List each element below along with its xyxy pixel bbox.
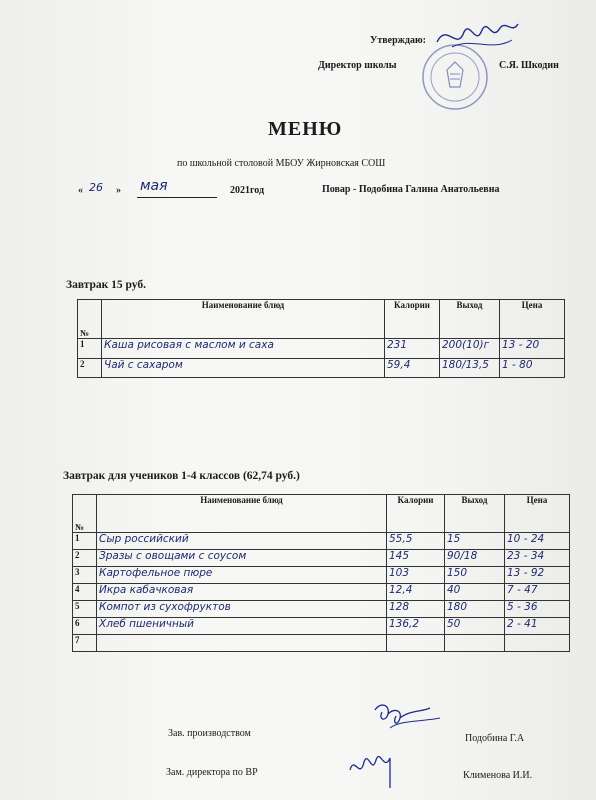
page-subtitle: по школьной столовой МБОУ Жирновская СОШ: [177, 158, 386, 169]
breakfast1-table: [77, 299, 565, 378]
breakfast2-table: [72, 494, 570, 652]
cook-label: Повар - Подобина Галина Анатольевна: [322, 184, 500, 195]
table-row: [78, 359, 565, 378]
table-row: [73, 533, 570, 550]
row-price: 1 - 80: [500, 359, 565, 378]
row-price: 2 - 41: [505, 618, 570, 635]
col-output: Выход: [440, 300, 500, 339]
breakfast2-heading: Завтрак для учеников 1-4 классов (62,74 руб.): [63, 470, 300, 482]
row-no: 3: [73, 567, 97, 584]
signature-role-1: Зав. производством: [168, 728, 251, 739]
approve-label: Утверждаю:: [370, 35, 426, 46]
row-no: 4: [73, 584, 97, 601]
date-close-quote: »: [116, 185, 121, 196]
handwritten-signatures: [330, 700, 450, 790]
row-calories: 145: [387, 550, 445, 567]
signature-name-2: Клименова И.И.: [463, 770, 533, 781]
row-calories: 231: [385, 339, 440, 359]
row-calories: 55,5: [387, 533, 445, 550]
row-no: 2: [78, 359, 102, 378]
row-no: 5: [73, 601, 97, 618]
table-header-row: [73, 495, 570, 533]
row-output: 50: [445, 618, 505, 635]
row-price: 10 - 24: [505, 533, 570, 550]
col-no: №: [78, 300, 102, 339]
page-title: МЕНЮ: [268, 118, 343, 140]
row-no: 1: [73, 533, 97, 550]
row-no: 2: [73, 550, 97, 567]
date-month: мая: [140, 178, 168, 194]
col-price: Цена: [500, 300, 565, 339]
signature-role-2: Зам. директора по ВР: [166, 767, 258, 778]
row-no: 1: [78, 339, 102, 359]
director-signature: [432, 12, 522, 62]
row-output: 180: [445, 601, 505, 618]
row-price: 13 - 20: [500, 339, 565, 359]
col-output: Выход: [445, 495, 505, 533]
director-name: С.Я. Шкодин: [499, 60, 559, 71]
date-open-quote: «: [78, 185, 83, 196]
row-price: 23 - 34: [505, 550, 570, 567]
signature-name-1: Подобина Г.А: [465, 733, 525, 744]
row-price: 13 - 92: [505, 567, 570, 584]
row-output: [445, 635, 505, 652]
date-year: 2021год: [230, 185, 265, 196]
col-calories: Калории: [385, 300, 440, 339]
date-month-underline: [137, 197, 217, 198]
table-row: [73, 618, 570, 635]
row-price: 5 - 36: [505, 601, 570, 618]
row-no: 7: [73, 635, 97, 652]
director-title: Директор школы: [318, 60, 397, 71]
table-row: [73, 567, 570, 584]
table-row: [73, 601, 570, 618]
row-name: Компот из сухофруктов: [97, 601, 387, 618]
col-no: №: [73, 495, 97, 533]
row-output: 40: [445, 584, 505, 601]
table-row: [73, 584, 570, 601]
table-row: [78, 339, 565, 359]
row-name: [97, 635, 387, 652]
table-row: [73, 635, 570, 652]
row-name: Икра кабачковая: [97, 584, 387, 601]
row-output: 180/13,5: [440, 359, 500, 378]
row-name: Хлеб пшеничный: [97, 618, 387, 635]
col-name: Наименование блюд: [102, 300, 385, 339]
row-calories: 103: [387, 567, 445, 584]
row-price: 7 - 47: [505, 584, 570, 601]
row-output: 150: [445, 567, 505, 584]
col-price: Цена: [505, 495, 570, 533]
row-calories: [387, 635, 445, 652]
row-name: Сыр российский: [97, 533, 387, 550]
table-header-row: [78, 300, 565, 339]
row-name: Картофельное пюре: [97, 567, 387, 584]
row-calories: 136,2: [387, 618, 445, 635]
col-name: Наименование блюд: [97, 495, 387, 533]
row-name: Чай с сахаром: [102, 359, 385, 378]
row-calories: 59,4: [385, 359, 440, 378]
row-output: 15: [445, 533, 505, 550]
row-calories: 128: [387, 601, 445, 618]
row-no: 6: [73, 618, 97, 635]
breakfast1-heading: Завтрак 15 руб.: [66, 279, 147, 291]
row-price: [505, 635, 570, 652]
date-day: 26: [89, 181, 103, 194]
table-row: [73, 550, 570, 567]
row-output: 90/18: [445, 550, 505, 567]
row-name: Зразы с овощами с соусом: [97, 550, 387, 567]
row-name: Каша рисовая с маслом и саха: [102, 339, 385, 359]
col-calories: Калории: [387, 495, 445, 533]
row-calories: 12,4: [387, 584, 445, 601]
row-output: 200(10)г: [440, 339, 500, 359]
